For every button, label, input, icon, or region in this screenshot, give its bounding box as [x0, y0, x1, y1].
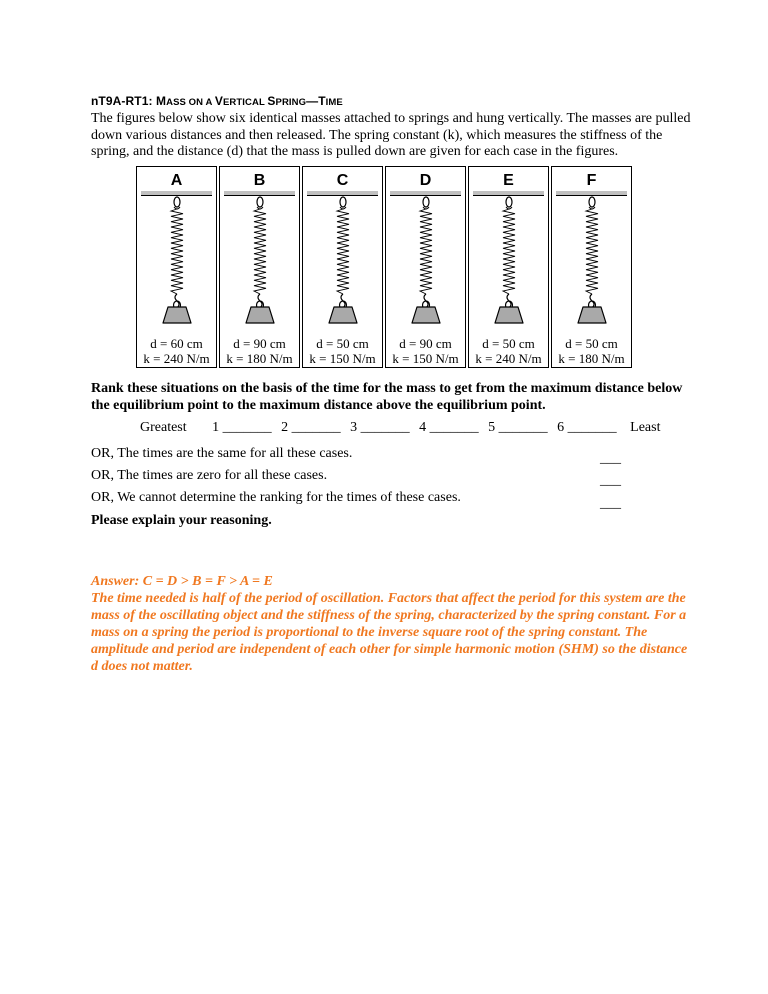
spring-constant-label: k = 240 N/m — [475, 351, 542, 366]
rank-slot-6[interactable]: 6 _______ — [557, 420, 617, 435]
option-same: OR, The times are the same for all these cases. — [91, 446, 353, 461]
spring-mass — [155, 195, 199, 325]
ranking-row — [140, 420, 660, 436]
intro-paragraph: The figures below show six identical masses attached to springs and hung vertically. The masses are pulled down various distances and then released. The spring constant (k), which measures the stiffness of the spring, and the distance (d) that the mass is pulled down are given for each case in the figures. — [91, 111, 691, 159]
panel-letter: D — [419, 172, 432, 189]
option-cannot-determine-blank[interactable]: ___ — [600, 496, 621, 511]
distance-label: d = 90 cm — [399, 336, 452, 351]
panel-e — [468, 166, 549, 368]
greatest-label: Greatest — [140, 420, 187, 435]
panel-letter: A — [170, 172, 183, 189]
rank-slot-5[interactable]: 5 _______ — [488, 420, 548, 435]
explain-prompt: Please explain your reasoning. — [91, 513, 272, 528]
least-label: Least — [630, 420, 661, 435]
panel-letter: B — [253, 172, 266, 189]
distance-label: d = 60 cm — [150, 336, 203, 351]
spring-mass — [321, 195, 365, 325]
distance-label: d = 50 cm — [565, 336, 618, 351]
rank-slot-2[interactable]: 2 _______ — [281, 420, 341, 435]
spring-constant-label: k = 150 N/m — [392, 351, 459, 366]
ranking-question: Rank these situations on the basis of the time for the mass to get from the maximum distance below the equilibrium point to the maximum distance above the equilibrium point. — [91, 381, 683, 413]
spring-mass — [570, 195, 614, 325]
answer-explanation: The time needed is half of the period of oscillation. Factors that affect the period for this system are the mass of the oscillating object and the stiffness of the spring, characterized by the spring constant. For a mass on a spring the period is proportional to the inverse square root of the spring constant. The amplitude and period are independent of each other for simple harmonic motion (SHM) so the distance d does not matter. — [91, 591, 688, 674]
distance-label: d = 50 cm — [482, 336, 535, 351]
option-same-blank[interactable]: ___ — [600, 451, 621, 466]
panel-b — [219, 166, 300, 368]
spring-mass — [238, 195, 282, 325]
panel-letter: C — [336, 172, 349, 189]
panel-d — [385, 166, 466, 368]
panel-c — [302, 166, 383, 368]
option-cannot-determine: OR, We cannot determine the ranking for the times of these cases. — [91, 490, 461, 505]
answer-block — [91, 573, 691, 675]
option-zero-blank[interactable]: ___ — [600, 473, 621, 488]
panel-letter: E — [503, 172, 514, 189]
problem-title: nT9A-RT1: MASS ON A VERTICAL SPRING—TIME — [91, 94, 343, 108]
spring-mass — [404, 195, 448, 325]
panel-letter: F — [586, 172, 597, 189]
spring-constant-label: k = 180 N/m — [226, 351, 293, 366]
distance-label: d = 90 cm — [233, 336, 286, 351]
spring-constant-label: k = 240 N/m — [143, 351, 210, 366]
panel-f — [551, 166, 632, 368]
rank-slot-4[interactable]: 4 _______ — [419, 420, 479, 435]
panel-a — [136, 166, 217, 368]
rank-slot-1[interactable]: 1 _______ — [212, 420, 272, 435]
spring-constant-label: k = 180 N/m — [558, 351, 625, 366]
answer-ranking: Answer: C = D > B = F > A = E — [91, 574, 273, 589]
distance-label: d = 50 cm — [316, 336, 369, 351]
spring-constant-label: k = 150 N/m — [309, 351, 376, 366]
option-zero: OR, The times are zero for all these cases. — [91, 468, 328, 483]
spring-mass — [487, 195, 531, 325]
spring-figure — [136, 166, 632, 370]
rank-slot-3[interactable]: 3 _______ — [350, 420, 410, 435]
